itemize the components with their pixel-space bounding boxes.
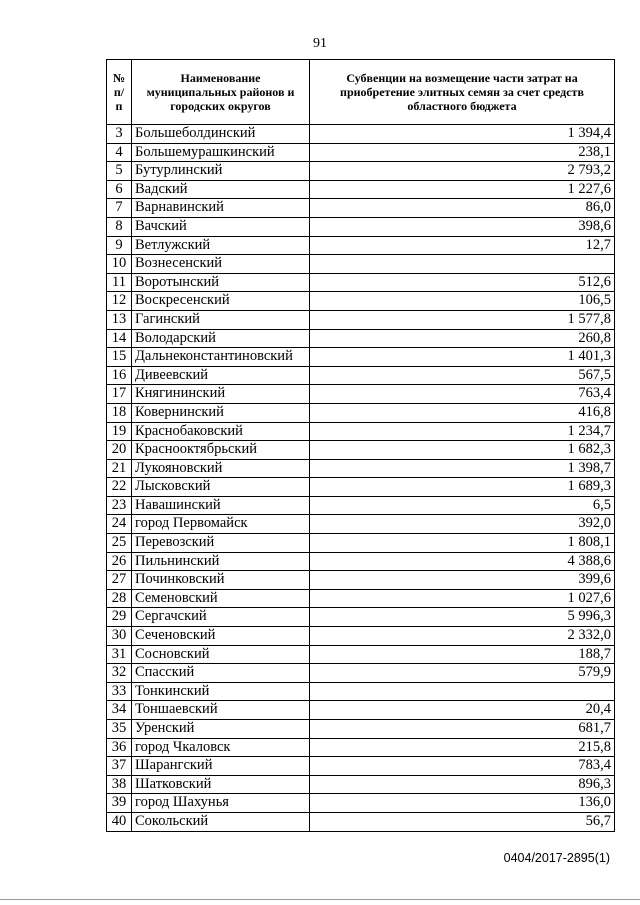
row-name: Гагинский: [132, 310, 310, 329]
row-number: 34: [107, 701, 132, 720]
table-row: [107, 385, 615, 404]
row-value: 188,7: [310, 645, 615, 664]
table-row: [107, 701, 615, 720]
row-number: 6: [107, 180, 132, 199]
table-row: [107, 478, 615, 497]
row-value: 1 398,7: [310, 459, 615, 478]
document-code: 0404/2017-2895(1): [503, 851, 610, 865]
row-number: 5: [107, 162, 132, 181]
row-value: [310, 255, 615, 274]
row-name: Шатковский: [132, 775, 310, 794]
row-value: 215,8: [310, 738, 615, 757]
row-number: 20: [107, 441, 132, 460]
header-num: № п/п: [107, 60, 132, 125]
table-row: [107, 459, 615, 478]
row-number: 27: [107, 571, 132, 590]
table-row: [107, 403, 615, 422]
row-name: город Шахунья: [132, 794, 310, 813]
row-value: 579,9: [310, 664, 615, 683]
row-value: 1 689,3: [310, 478, 615, 497]
row-number: 17: [107, 385, 132, 404]
row-number: 22: [107, 478, 132, 497]
table-row: [107, 664, 615, 683]
row-number: 7: [107, 199, 132, 218]
table-row: [107, 627, 615, 646]
row-name: Починковский: [132, 571, 310, 590]
row-number: 39: [107, 794, 132, 813]
table-row: [107, 515, 615, 534]
row-name: Спасский: [132, 664, 310, 683]
row-number: 35: [107, 720, 132, 739]
header-name: Наименование муниципальных районов и городских округов: [132, 60, 310, 125]
row-name: Воротынский: [132, 273, 310, 292]
row-name: Краснооктябрьский: [132, 441, 310, 460]
row-value: 260,8: [310, 329, 615, 348]
row-value: 1 808,1: [310, 534, 615, 553]
row-name: Вадский: [132, 180, 310, 199]
table-row: [107, 217, 615, 236]
row-name: город Чкаловск: [132, 738, 310, 757]
row-name: Княгининский: [132, 385, 310, 404]
row-name: Володарский: [132, 329, 310, 348]
row-number: 26: [107, 552, 132, 571]
row-name: Бутурлинский: [132, 162, 310, 181]
row-name: Шарангский: [132, 757, 310, 776]
table-row: [107, 682, 615, 701]
row-name: город Первомайск: [132, 515, 310, 534]
table-row: [107, 236, 615, 255]
row-value: 20,4: [310, 701, 615, 720]
table-row: [107, 255, 615, 274]
row-number: 8: [107, 217, 132, 236]
row-value: 1 682,3: [310, 441, 615, 460]
row-number: 14: [107, 329, 132, 348]
row-name: Уренский: [132, 720, 310, 739]
row-name: Варнавинский: [132, 199, 310, 218]
row-number: 13: [107, 310, 132, 329]
row-value: 1 027,6: [310, 589, 615, 608]
table-row: [107, 571, 615, 590]
row-name: Ветлужский: [132, 236, 310, 255]
row-number: 19: [107, 422, 132, 441]
row-number: 15: [107, 348, 132, 367]
row-value: 1 227,6: [310, 180, 615, 199]
row-name: Воскресенский: [132, 292, 310, 311]
table-row: [107, 757, 615, 776]
row-name: Большемурашкинский: [132, 143, 310, 162]
row-number: 23: [107, 496, 132, 515]
row-number: 16: [107, 366, 132, 385]
subsidy-table: [106, 59, 615, 832]
row-number: 21: [107, 459, 132, 478]
row-number: 12: [107, 292, 132, 311]
table-row: [107, 496, 615, 515]
table-row: [107, 162, 615, 181]
row-number: 37: [107, 757, 132, 776]
table-header-row: [107, 60, 615, 125]
row-value: 1 234,7: [310, 422, 615, 441]
table-row: [107, 329, 615, 348]
row-number: 38: [107, 775, 132, 794]
table-row: [107, 273, 615, 292]
row-name: Сокольский: [132, 812, 310, 831]
row-name: Дальнеконстантиновский: [132, 348, 310, 367]
row-value: 763,4: [310, 385, 615, 404]
table-row: [107, 422, 615, 441]
row-number: 10: [107, 255, 132, 274]
row-number: 40: [107, 812, 132, 831]
table-row: [107, 366, 615, 385]
row-name: Сергачский: [132, 608, 310, 627]
table-body: [107, 125, 615, 832]
row-name: Сосновский: [132, 645, 310, 664]
row-name: Тонкинский: [132, 682, 310, 701]
table-row: [107, 645, 615, 664]
row-value: 2 332,0: [310, 627, 615, 646]
table-row: [107, 441, 615, 460]
row-number: 36: [107, 738, 132, 757]
row-name: Тоншаевский: [132, 701, 310, 720]
row-number: 3: [107, 125, 132, 144]
row-value: 1 394,4: [310, 125, 615, 144]
row-number: 31: [107, 645, 132, 664]
table-row: [107, 310, 615, 329]
row-value: 512,6: [310, 273, 615, 292]
row-name: Пильнинский: [132, 552, 310, 571]
row-name: Лысковский: [132, 478, 310, 497]
table-row: [107, 738, 615, 757]
row-name: Семеновский: [132, 589, 310, 608]
row-value: 783,4: [310, 757, 615, 776]
row-value: 136,0: [310, 794, 615, 813]
row-value: 86,0: [310, 199, 615, 218]
row-value: 1 577,8: [310, 310, 615, 329]
row-value: 567,5: [310, 366, 615, 385]
bottom-rule: [0, 899, 640, 900]
row-value: 398,6: [310, 217, 615, 236]
row-value: 416,8: [310, 403, 615, 422]
row-value: 5 996,3: [310, 608, 615, 627]
row-value: 106,5: [310, 292, 615, 311]
row-name: Перевозский: [132, 534, 310, 553]
row-number: 25: [107, 534, 132, 553]
row-value: 681,7: [310, 720, 615, 739]
table-row: [107, 125, 615, 144]
table-row: [107, 589, 615, 608]
header-subsidy: Субвенции на возмещение части затрат на приобретение элитных семян за счет средств областного бюджета: [310, 60, 615, 125]
row-number: 9: [107, 236, 132, 255]
table-row: [107, 720, 615, 739]
row-name: Сеченовский: [132, 627, 310, 646]
row-number: 32: [107, 664, 132, 683]
table-row: [107, 794, 615, 813]
row-value: [310, 682, 615, 701]
row-value: 6,5: [310, 496, 615, 515]
row-value: 896,3: [310, 775, 615, 794]
row-number: 18: [107, 403, 132, 422]
row-name: Дивеевский: [132, 366, 310, 385]
row-value: 392,0: [310, 515, 615, 534]
row-number: 4: [107, 143, 132, 162]
row-name: Вознесенский: [132, 255, 310, 274]
row-value: 12,7: [310, 236, 615, 255]
row-number: 11: [107, 273, 132, 292]
row-number: 24: [107, 515, 132, 534]
row-name: Вачский: [132, 217, 310, 236]
row-number: 30: [107, 627, 132, 646]
row-value: 238,1: [310, 143, 615, 162]
table-row: [107, 534, 615, 553]
table-row: [107, 292, 615, 311]
table-row: [107, 608, 615, 627]
table-row: [107, 552, 615, 571]
row-value: 1 401,3: [310, 348, 615, 367]
row-number: 33: [107, 682, 132, 701]
row-value: 399,6: [310, 571, 615, 590]
row-number: 29: [107, 608, 132, 627]
row-value: 2 793,2: [310, 162, 615, 181]
row-name: Лукояновский: [132, 459, 310, 478]
table-row: [107, 199, 615, 218]
table-row: [107, 143, 615, 162]
row-name: Навашинский: [132, 496, 310, 515]
row-value: 4 388,6: [310, 552, 615, 571]
table-row: [107, 348, 615, 367]
table-row: [107, 180, 615, 199]
row-name: Большеболдинский: [132, 125, 310, 144]
table-row: [107, 775, 615, 794]
row-value: 56,7: [310, 812, 615, 831]
page-number: 91: [313, 36, 327, 51]
table-row: [107, 812, 615, 831]
row-number: 28: [107, 589, 132, 608]
row-name: Краснобаковский: [132, 422, 310, 441]
row-name: Ковернинский: [132, 403, 310, 422]
